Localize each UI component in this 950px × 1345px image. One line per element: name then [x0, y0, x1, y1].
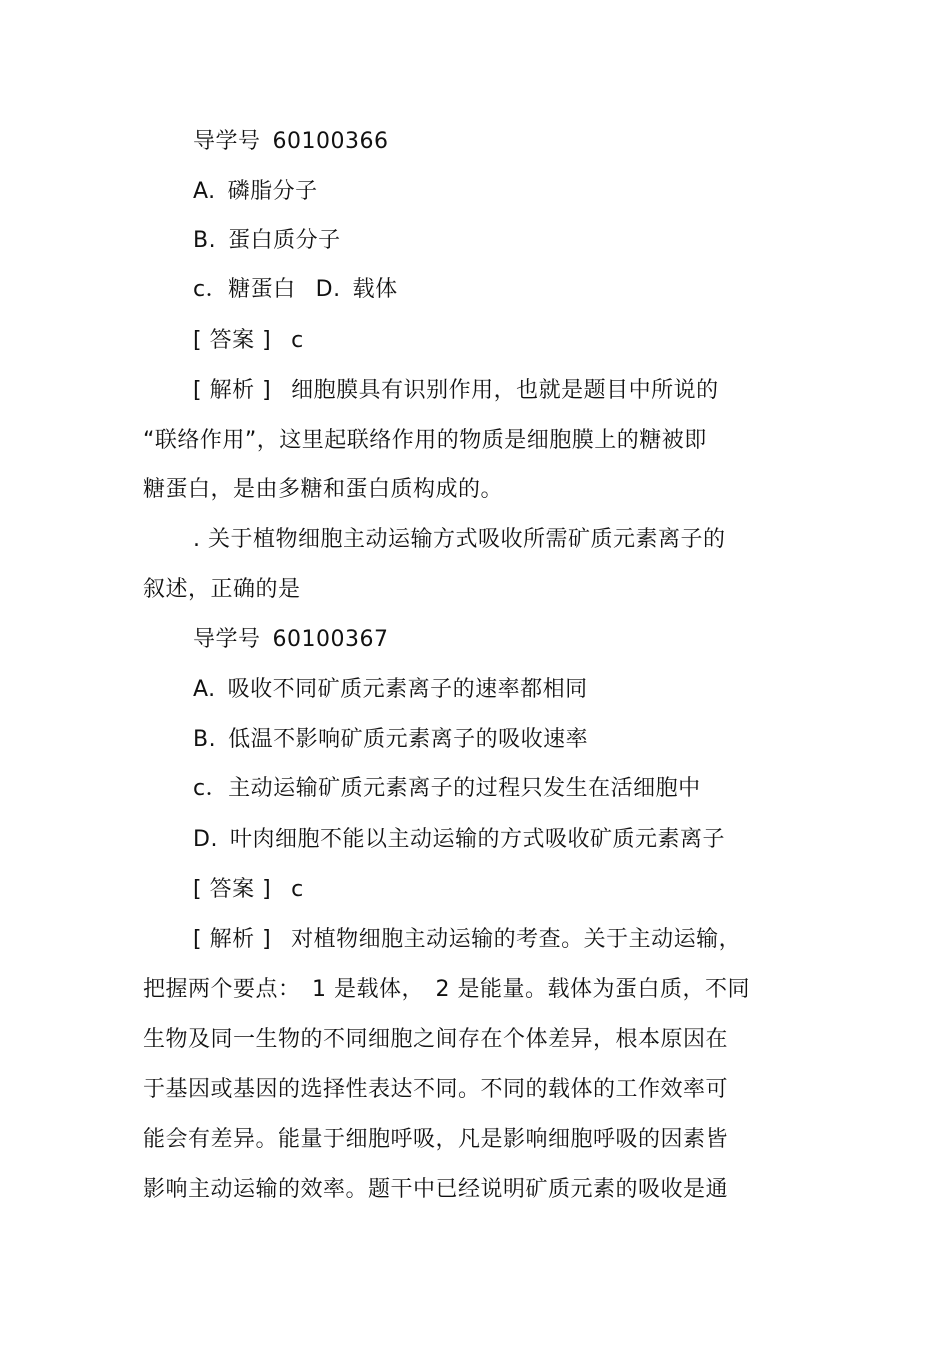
q2-guide-label: 导学号 — [193, 627, 261, 652]
q2-option-c-text: 主动运输矿质元素离子的过程只发生在活细胞中 — [228, 776, 701, 801]
q2-option-a — [193, 675, 588, 705]
q1-guide-label: 导学号 — [193, 129, 261, 154]
q1-option-b-key: B. — [193, 228, 217, 253]
q1-option-d-text: 载体 — [352, 277, 398, 302]
q2-option-c — [193, 774, 701, 804]
q2-stem-line-1: . 关于植物细胞主动运输方式吸收所需矿质元素离子的 — [193, 527, 726, 552]
q1-answer-value: c — [291, 328, 304, 353]
q1-option-a-text: 磷脂分子 — [227, 179, 318, 204]
q2-analysis-line-5: 能会有差异。能量于细胞呼吸，凡是影响细胞呼吸的因素皆 — [143, 1127, 729, 1152]
q1-option-a-key: A. — [193, 179, 216, 204]
q2-option-c-key: c． — [193, 776, 229, 801]
q1-analysis-line-1 — [193, 376, 719, 406]
q1-analysis-line-3: 糖蛋白，是由多糖和蛋白质构成的。 — [143, 477, 504, 502]
q1-analysis-text-1: 细胞膜具有识别作用，也就是题目中所说的 — [291, 378, 719, 403]
q2-analysis-line-2: 把握两个要点： 1 是载体， 2 是能量。载体为蛋白质，不同 — [143, 977, 750, 1002]
q2-guide-number: 60100367 — [272, 627, 389, 652]
q2-answer — [193, 875, 304, 905]
q1-option-b-text: 蛋白质分子 — [228, 228, 341, 253]
q2-option-a-text: 吸收不同矿质元素离子的速率都相同 — [227, 677, 588, 702]
q2-option-b-text: 低温不影响矿质元素离子的吸收速率 — [228, 727, 589, 752]
q2-answer-label: [ 答案 ] — [193, 877, 272, 902]
q1-option-a — [193, 177, 318, 207]
q2-option-a-key: A. — [193, 677, 216, 702]
q1-option-c-key: c． — [193, 277, 229, 302]
q2-option-d-key: D. — [193, 827, 218, 852]
q2-option-d-text: 叶肉细胞不能以主动运输的方式吸收矿质元素离子 — [229, 827, 725, 852]
q1-answer-label: [ 答案 ] — [193, 328, 272, 353]
q2-analysis-line-4: 于基因或基因的选择性表达不同。不同的载体的工作效率可 — [143, 1077, 729, 1102]
q1-option-c-d — [193, 275, 398, 305]
q2-analysis-line-3: 生物及同一生物的不同细胞之间存在个体差异，根本原因在 — [143, 1027, 729, 1052]
q1-option-d-key: D. — [315, 277, 341, 302]
q2-option-b-key: B. — [193, 727, 217, 752]
q1-analysis-label: [ 解析 ] — [193, 378, 272, 403]
q1-guide-number: 60100366 — [272, 129, 389, 154]
q2-guide-line — [193, 625, 389, 655]
q2-analysis-line-1 — [193, 925, 741, 955]
q2-analysis-label: [ 解析 ] — [193, 927, 272, 952]
q1-option-b — [193, 226, 341, 256]
q2-answer-value: c — [291, 877, 304, 902]
q2-option-b — [193, 725, 588, 755]
q2-option-d — [193, 825, 725, 855]
q1-answer — [193, 326, 304, 356]
q2-stem-line-2: 叙述，正确的是 — [143, 577, 301, 602]
q1-option-c-text: 糖蛋白 — [228, 277, 296, 302]
q2-analysis-line-6: 影响主动运输的效率。题干中已经说明矿质元素的吸收是通 — [143, 1177, 729, 1202]
q1-analysis-line-2: “联络作用”，这里起联络作用的物质是细胞膜上的糖被即 — [143, 428, 707, 453]
q2-analysis-text-1: 对植物细胞主动运输的考查。关于主动运输， — [291, 927, 742, 952]
q1-guide-line — [193, 127, 389, 157]
